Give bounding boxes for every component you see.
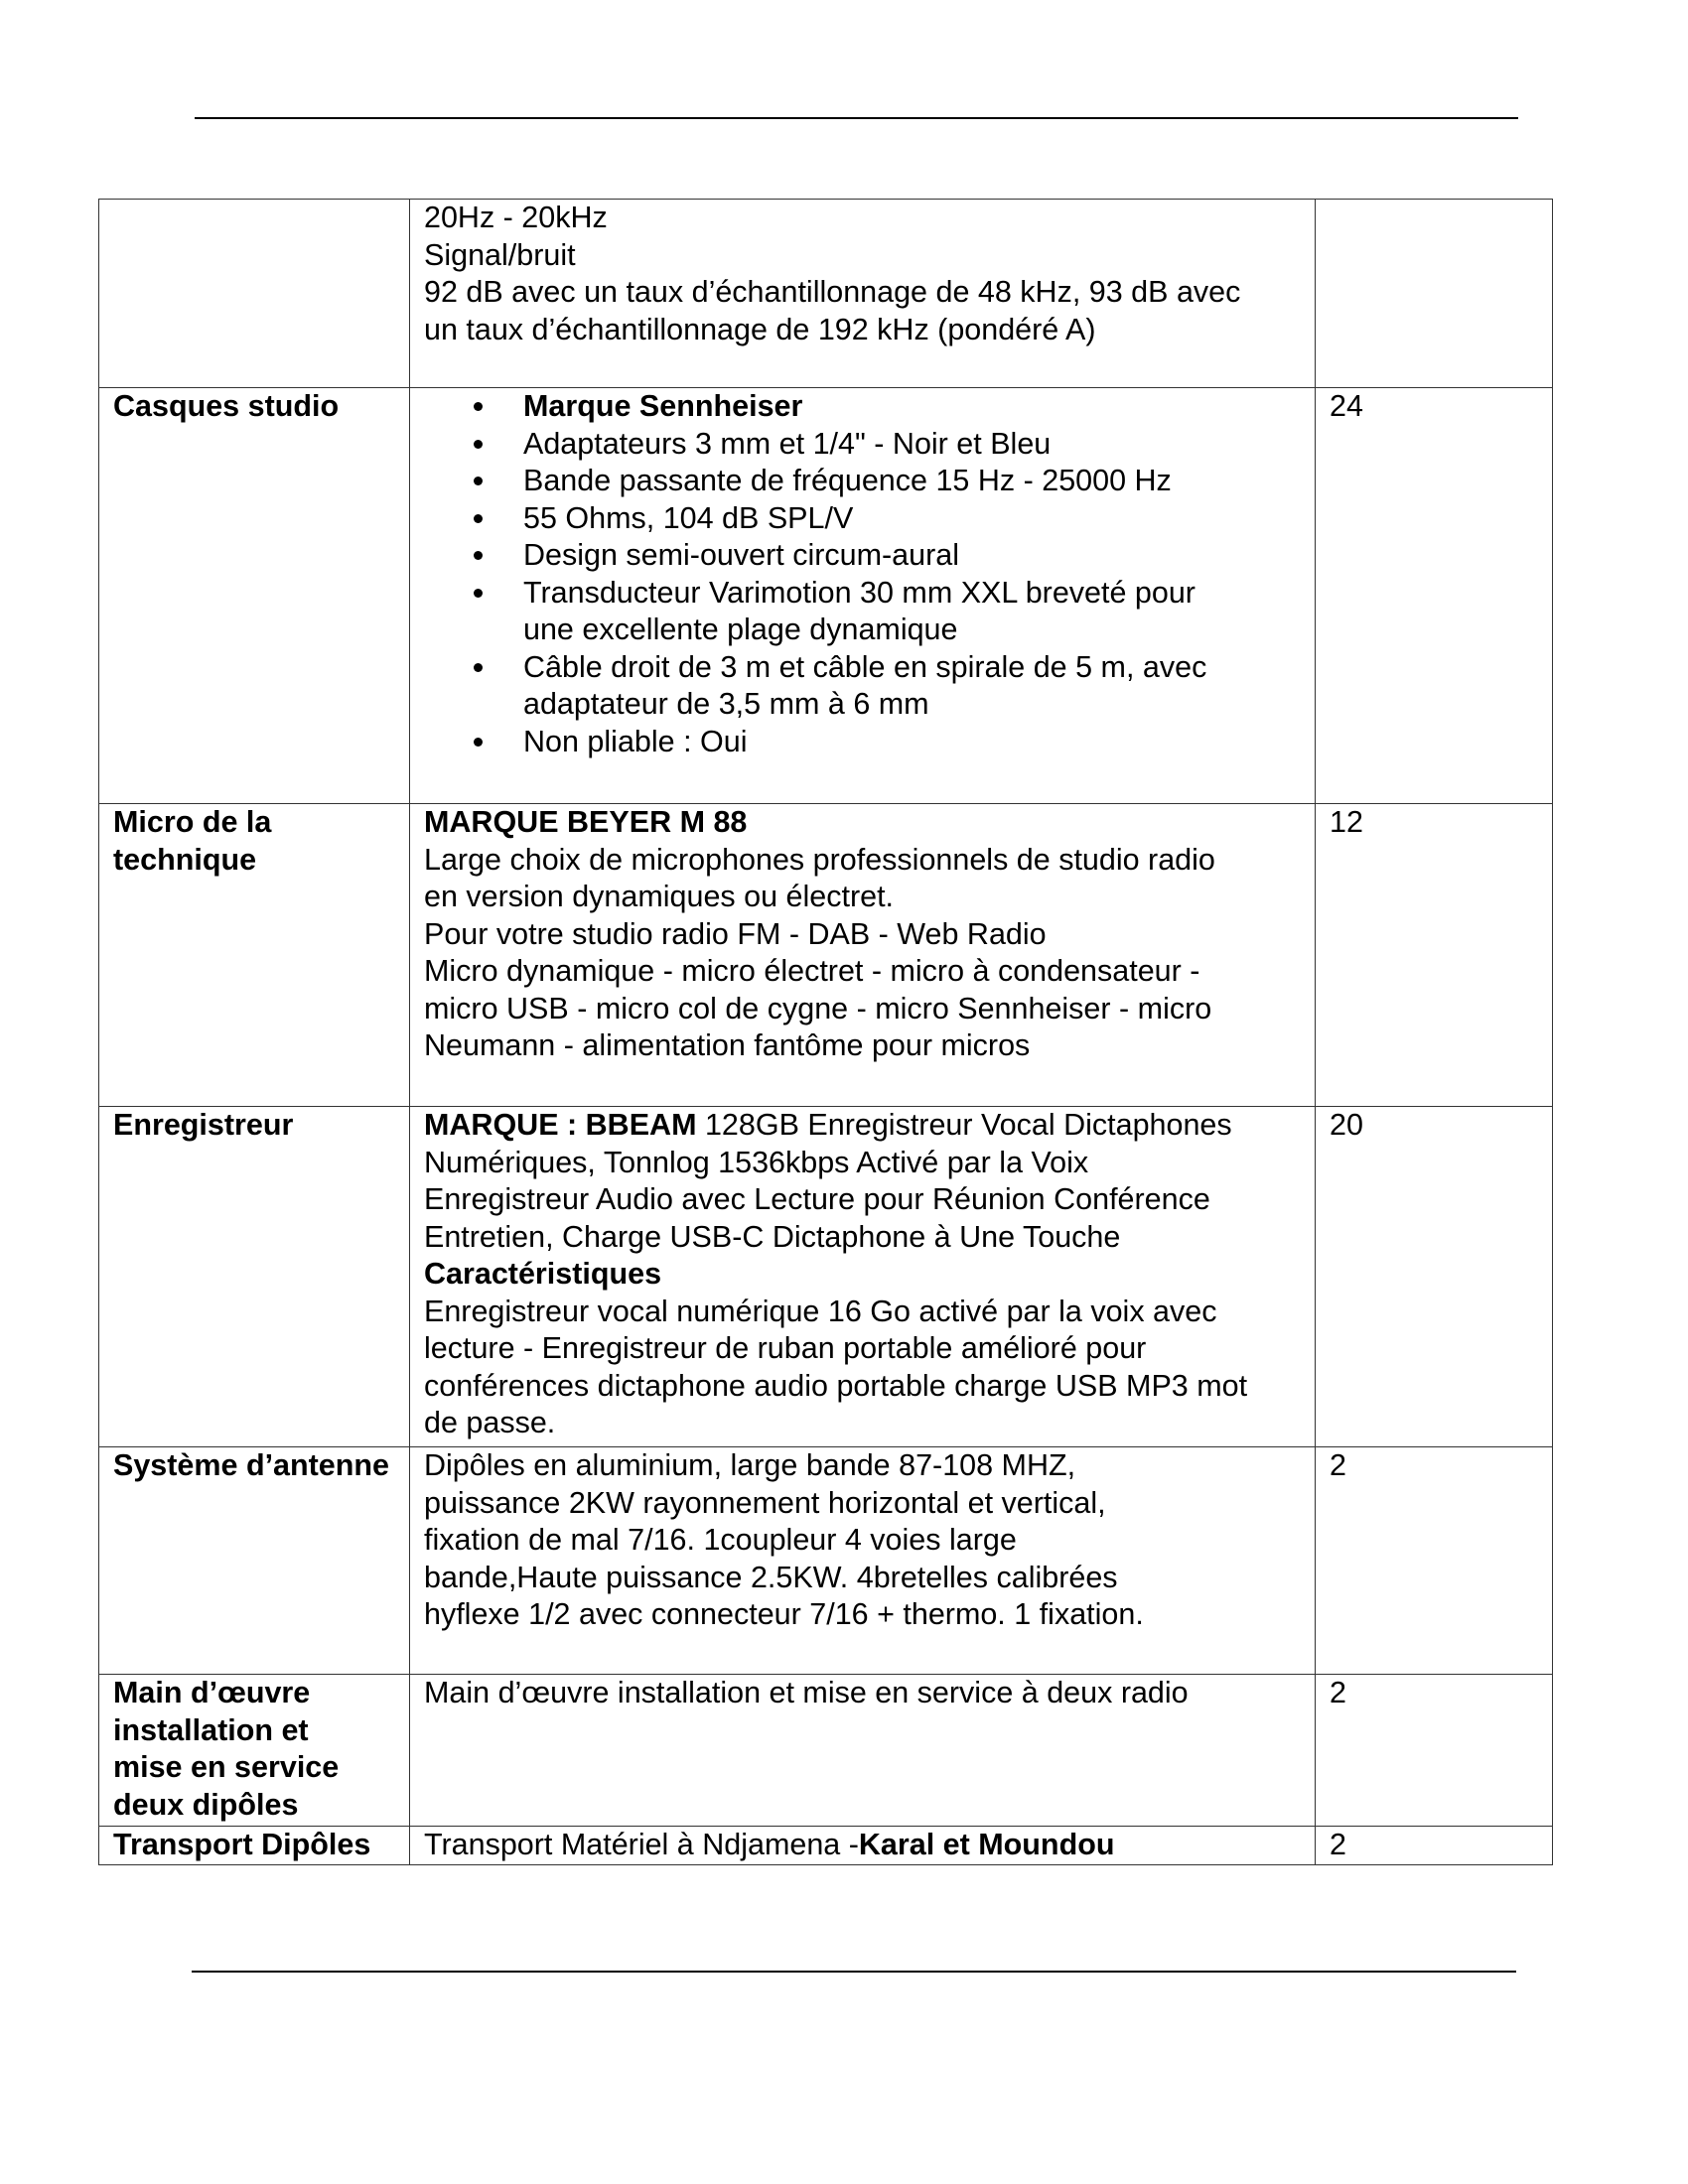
quantity-cell: [1316, 200, 1553, 388]
table-row: [99, 200, 1553, 388]
feature-line: [523, 500, 1301, 538]
feature-list-item: [424, 463, 1301, 500]
item-name-cell: [99, 1827, 410, 1865]
feature-line: [523, 575, 1301, 613]
description-line: [424, 953, 1301, 991]
feature-line: [523, 724, 1301, 761]
item-name-line: Main d’œuvre: [113, 1676, 311, 1709]
description-line: [424, 1560, 1301, 1597]
bullet-icon: [474, 440, 483, 449]
description-text: Micro dynamique - micro électret - micro à condensateur -: [424, 954, 1200, 988]
description-text: Large choix de microphones professionnels de studio radio: [424, 842, 1215, 877]
description-line: [424, 1522, 1301, 1560]
quantity-value: 20: [1330, 1108, 1363, 1142]
description-text: hyflexe 1/2 avec connecteur 7/16 + thermo. 1 fixation.: [424, 1597, 1144, 1631]
description-text: puissance 2KW rayonnement horizontal et vertical,: [424, 1485, 1106, 1520]
description-line: [424, 916, 1301, 954]
description-line: [424, 1368, 1301, 1406]
feature-line: [523, 686, 1301, 724]
quantity-cell: [1316, 1447, 1553, 1675]
description-line: [424, 1107, 1301, 1145]
description-cell: [410, 388, 1316, 804]
feature-list: [424, 388, 1301, 760]
description-text: Enregistreur Audio avec Lecture pour Réunion Conférence: [424, 1182, 1210, 1216]
description-text: Entretien, Charge USB-C Dictaphone à Une Touche: [424, 1219, 1121, 1254]
item-name-line: Micro de la: [113, 805, 272, 839]
description-text: Enregistreur vocal numérique 16 Go activé par la voix avec: [424, 1294, 1217, 1328]
bullet-icon: [474, 589, 483, 598]
feature-line: [523, 537, 1301, 575]
description-text: lecture - Enregistreur de ruban portable amélioré pour: [424, 1331, 1147, 1365]
description-cell: [410, 200, 1316, 388]
description-text: 92 dB avec un taux d’échantillonnage de 48 kHz, 93 dB avec: [424, 275, 1241, 309]
description-line: [424, 1027, 1301, 1065]
feature-text: adaptateur de 3,5 mm à 6 mm: [523, 687, 929, 721]
item-name-cell: [99, 1447, 410, 1675]
quantity-cell: [1316, 388, 1553, 804]
description-line: [424, 237, 1301, 275]
description-text: Signal/bruit: [424, 237, 576, 272]
feature-list-item: [424, 575, 1301, 649]
quantity-value: 2: [1330, 1828, 1346, 1861]
bullet-icon: [474, 402, 483, 411]
feature-text: 55 Ohms, 104 dB SPL/V: [523, 500, 854, 535]
description-line: [424, 1675, 1301, 1712]
description-text: bande,Haute puissance 2.5KW. 4bretelles calibrées: [424, 1560, 1118, 1594]
feature-list-item: [424, 649, 1301, 724]
equipment-table: [98, 199, 1553, 1865]
feature-list-item: [424, 388, 1301, 426]
description-line: [424, 1330, 1301, 1368]
description-text: Neumann - alimentation fantôme pour micros: [424, 1028, 1031, 1062]
description-line: [424, 842, 1301, 880]
feature-line: [523, 649, 1301, 687]
description-cell: [410, 1827, 1316, 1865]
description-text-bold: Caractéristiques: [424, 1257, 662, 1291]
item-name-cell: [99, 1675, 410, 1827]
item-name-line: Transport Dipôles: [113, 1828, 371, 1861]
bullet-icon: [474, 738, 483, 747]
feature-text: Transducteur Varimotion 30 mm XXL breveté pour: [523, 575, 1196, 610]
description-text: Transport Matériel à Ndjamena -: [424, 1828, 859, 1861]
description-line: [424, 1485, 1301, 1523]
description-line: [424, 991, 1301, 1028]
item-name-cell: [99, 200, 410, 388]
bullet-icon: [474, 551, 483, 560]
feature-line: [523, 426, 1301, 464]
quantity-value: 2: [1330, 1676, 1346, 1709]
feature-text: Câble droit de 3 m et câble en spirale de 5 m, avec: [523, 649, 1207, 684]
description-cell: [410, 804, 1316, 1107]
feature-list-item: [424, 724, 1301, 761]
item-name-line: Enregistreur: [113, 1108, 294, 1142]
description-line: [424, 274, 1301, 312]
description-cell: [410, 1675, 1316, 1827]
feature-line: [523, 612, 1301, 649]
item-name-cell: [99, 804, 410, 1107]
footer-rule: [192, 1971, 1516, 1973]
description-line: [424, 200, 1301, 237]
description-text: Dipôles en aluminium, large bande 87-108 MHZ,: [424, 1448, 1076, 1482]
header-rule: [195, 117, 1518, 119]
bullet-icon: [474, 514, 483, 523]
description-line: [424, 312, 1301, 349]
table-row: [99, 1447, 1553, 1675]
description-line: [424, 1294, 1301, 1331]
item-name-line: mise en service: [113, 1750, 340, 1784]
description-text: 20Hz - 20kHz: [424, 201, 608, 234]
description-line: [424, 1219, 1301, 1257]
description-line: [424, 1447, 1301, 1485]
description-text: de passe.: [424, 1406, 556, 1439]
feature-text: une excellente plage dynamique: [523, 613, 958, 646]
feature-line: [523, 388, 1301, 426]
feature-text: Non pliable : Oui: [523, 724, 748, 758]
description-text: Main d’œuvre installation et mise en service à deux radio: [424, 1676, 1189, 1709]
description-cell: [410, 1107, 1316, 1447]
feature-text: Bande passante de fréquence 15 Hz - 25000 Hz: [523, 464, 1172, 497]
description-text: fixation de mal 7/16. 1coupleur 4 voies large: [424, 1523, 1017, 1557]
description-text: micro USB - micro col de cygne - micro Sennheiser - micro: [424, 991, 1212, 1025]
description-text: Numériques, Tonnlog 1536kbps Activé par la Voix: [424, 1145, 1089, 1179]
description-line: [424, 1181, 1301, 1219]
item-name-line: deux dipôles: [113, 1787, 299, 1822]
table-row: [99, 388, 1553, 804]
description-line: [424, 1145, 1301, 1182]
table-row: [99, 1107, 1553, 1447]
table-body: [99, 200, 1553, 1865]
description-line: [424, 1827, 1301, 1864]
quantity-value: 2: [1330, 1448, 1346, 1482]
description-line: [424, 1596, 1301, 1634]
table-row: [99, 1675, 1553, 1827]
feature-text: Design semi-ouvert circum-aural: [523, 538, 959, 572]
quantity-value: 24: [1330, 389, 1363, 423]
description-line: [424, 879, 1301, 916]
item-name-line: technique: [113, 842, 257, 877]
description-text: 128GB Enregistreur Vocal Dictaphones: [696, 1108, 1232, 1142]
description-text: conférences dictaphone audio portable charge USB MP3 mot: [424, 1368, 1248, 1403]
bullet-icon: [474, 477, 483, 485]
description-text-bold: Karal et Moundou: [858, 1828, 1115, 1861]
quantity-value: 12: [1330, 805, 1363, 839]
description-text: un taux d’échantillonnage de 192 kHz (pondéré A): [424, 312, 1096, 346]
item-name-line: installation et: [113, 1712, 309, 1747]
description-text: en version dynamiques ou électret.: [424, 880, 895, 913]
item-name-line: Casques studio: [113, 389, 340, 423]
description-text-bold: MARQUE : BBEAM: [424, 1108, 697, 1142]
item-name-line: Système d’antenne: [113, 1448, 389, 1482]
description-line: [424, 1256, 1301, 1294]
table-row: [99, 804, 1553, 1107]
description-cell: [410, 1447, 1316, 1675]
bullet-icon: [474, 663, 483, 672]
quantity-cell: [1316, 804, 1553, 1107]
feature-list-item: [424, 500, 1301, 538]
description-line: [424, 1405, 1301, 1442]
quantity-cell: [1316, 1827, 1553, 1865]
feature-list-item: [424, 537, 1301, 575]
item-name-cell: [99, 1107, 410, 1447]
quantity-cell: [1316, 1675, 1553, 1827]
description-text: Pour votre studio radio FM - DAB - Web Radio: [424, 916, 1047, 951]
table-row: [99, 1827, 1553, 1865]
description-line: [424, 804, 1301, 842]
description-text-bold: MARQUE BEYER M 88: [424, 805, 748, 839]
feature-line: [523, 463, 1301, 500]
feature-text: Adaptateurs 3 mm et 1/4" - Noir et Bleu: [523, 426, 1052, 461]
feature-list-item: [424, 426, 1301, 464]
item-name-cell: [99, 388, 410, 804]
quantity-cell: [1316, 1107, 1553, 1447]
feature-text-bold: Marque Sennheiser: [523, 389, 803, 423]
